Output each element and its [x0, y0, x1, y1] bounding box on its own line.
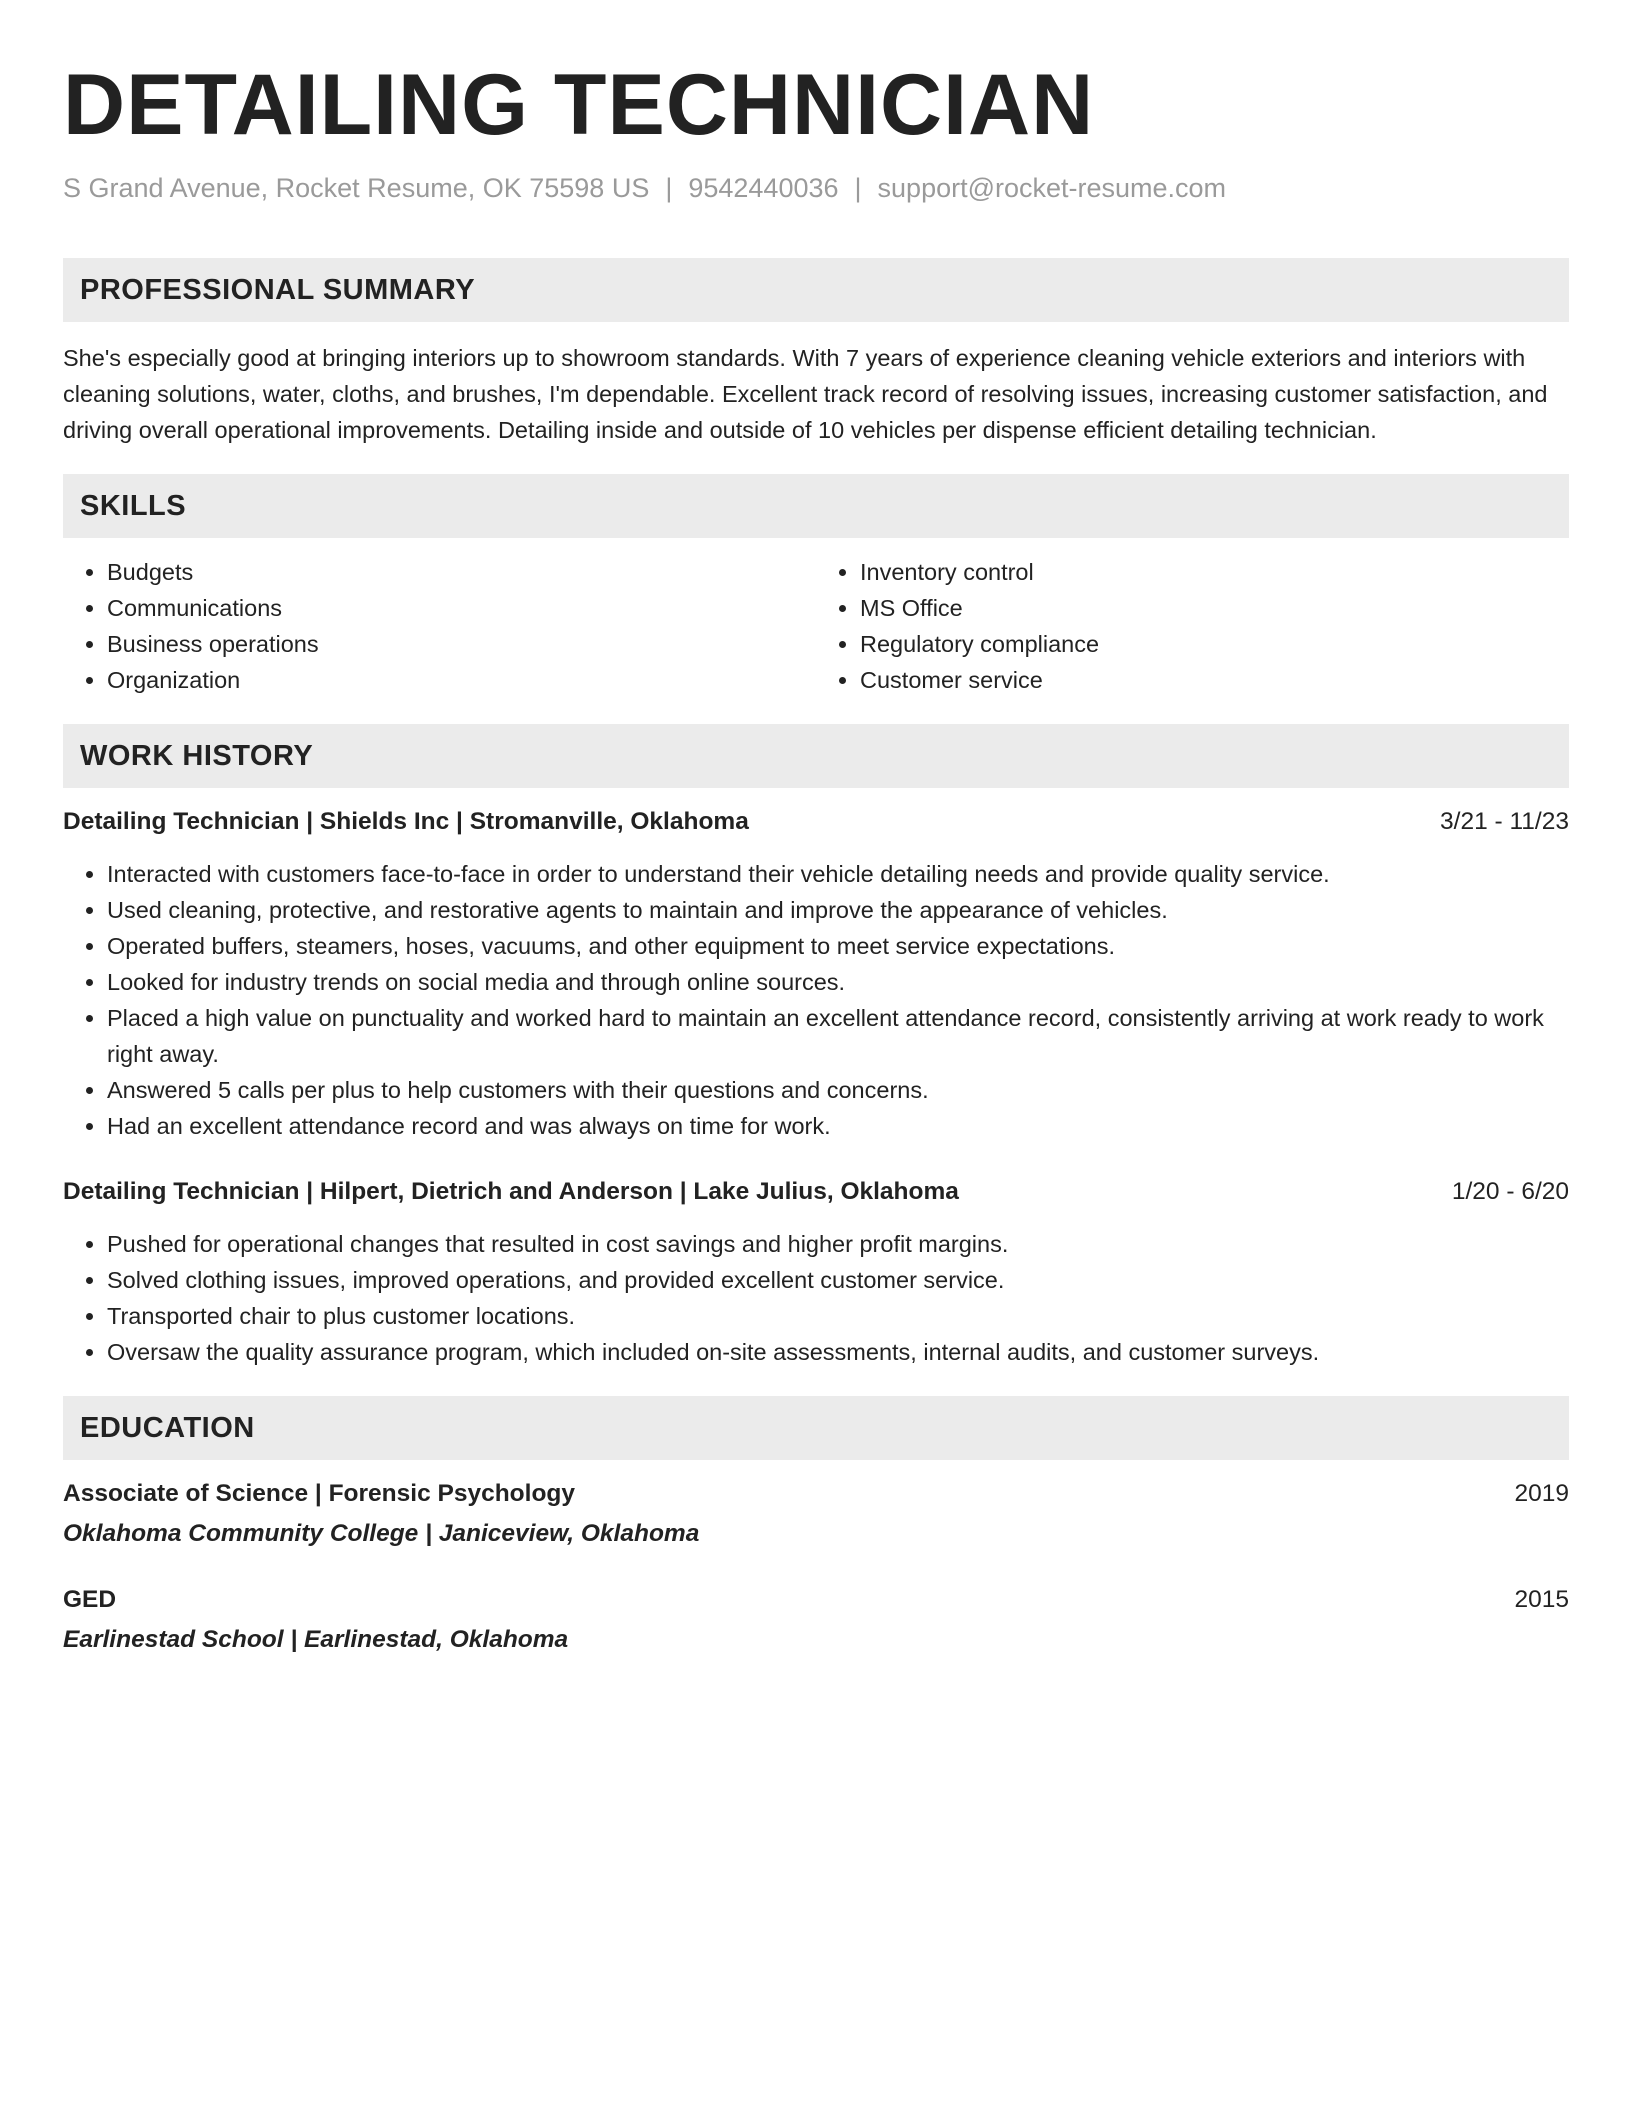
job-duty: • Pushed for operational changes that resulted in cost savings and higher profit margins. [107, 1226, 1569, 1262]
job-duty: • Had an excellent attendance record and was always on time for work. [107, 1108, 1569, 1144]
job-entry [63, 1174, 1569, 1370]
education-header [63, 1476, 1569, 1512]
education-year: 2015 [1514, 1586, 1569, 1613]
skill-item: • Regulatory compliance [860, 626, 1569, 662]
skills-section [63, 474, 1569, 698]
job-duty: • Placed a high value on punctuality and worked hard to maintain an excellent attendance record, consistently arriving at work ready to work right away. [107, 1000, 1569, 1072]
education-header [63, 1582, 1569, 1618]
job-dates: 3/21 - 11/23 [1440, 808, 1569, 835]
education-heading: EDUCATION [63, 1396, 1569, 1460]
education-entry [63, 1582, 1569, 1658]
education-degree: Associate of Science | Forensic Psychology [63, 1480, 576, 1507]
skill-item: • Customer service [860, 662, 1569, 698]
skill-item: • Communications [107, 590, 816, 626]
skill-item: • Business operations [107, 626, 816, 662]
summary-text: She's especially good at bringing interiors up to showroom standards. With 7 years of experience cleaning vehicle exteriors and interiors with cleaning solutions, water, cloths, and brushes, I'm dependable. Excellent track record of resolving issues, increasing customer satisfaction, and driving overall operational improvements. Detailing inside and outside of 10 vehicles per dispense efficient detailing technician. [63, 345, 1548, 443]
job-duty: • Answered 5 calls per plus to help customers with their questions and concerns. [107, 1072, 1569, 1108]
education-section [63, 1396, 1569, 1658]
job-dates: 1/20 - 6/20 [1451, 1178, 1569, 1205]
job-duty: • Operated buffers, steamers, hoses, vacuums, and other equipment to meet service expectations. [107, 928, 1569, 964]
education-degree: GED [63, 1586, 117, 1613]
skill-item: • Inventory control [860, 554, 1569, 590]
job-header [63, 804, 1569, 840]
job-duty: • Transported chair to plus customer locations. [107, 1298, 1569, 1334]
job-title: Detailing Technician | Shields Inc | Stromanville, Oklahoma [63, 808, 749, 835]
job-header [63, 1174, 1569, 1210]
contact-phone: 9542440036 [688, 173, 839, 203]
education-school: Oklahoma Community College | Janiceview, Oklahoma [63, 1520, 700, 1547]
summary-section [63, 258, 1569, 448]
job-duty: • Looked for industry trends on social media and through online sources. [107, 964, 1569, 1000]
skills-list-right [816, 554, 1569, 698]
contact-separator: | [665, 173, 673, 203]
job-entry [63, 804, 1569, 1144]
job-duties [63, 856, 1569, 1144]
skill-item: • Budgets [107, 554, 816, 590]
education-entry [63, 1476, 1569, 1552]
job-duty: • Used cleaning, protective, and restorative agents to maintain and improve the appearance of vehicles. [107, 892, 1569, 928]
contact-email: support@rocket-resume.com [877, 173, 1227, 203]
job-duty: • Solved clothing issues, improved operations, and provided excellent customer service. [107, 1262, 1569, 1298]
skills-list-left [63, 554, 816, 698]
job-duty: • Interacted with customers face-to-face in order to understand their vehicle detailing needs and provide quality service. [107, 856, 1569, 892]
skill-item: • MS Office [860, 590, 1569, 626]
skills-heading: SKILLS [63, 474, 1569, 538]
contact-address: S Grand Avenue, Rocket Resume, OK 75598 US [63, 173, 650, 203]
work-history-section [63, 724, 1569, 1370]
work-history-heading: WORK HISTORY [63, 724, 1569, 788]
job-duties [63, 1226, 1569, 1370]
job-duty: • Oversaw the quality assurance program, which included on-site assessments, internal audits, and customer surveys. [107, 1334, 1569, 1370]
summary-heading: PROFESSIONAL SUMMARY [63, 258, 1569, 322]
contact-line [63, 170, 1569, 206]
job-title: Detailing Technician | Hilpert, Dietrich and Anderson | Lake Julius, Oklahoma [63, 1178, 959, 1205]
education-school: Earlinestad School | Earlinestad, Oklahoma [63, 1626, 569, 1653]
candidate-name: DETAILING TECHNICIAN [63, 57, 1095, 153]
skills-columns [63, 554, 1569, 698]
education-year: 2019 [1514, 1480, 1569, 1507]
skill-item: • Organization [107, 662, 816, 698]
contact-separator: | [854, 173, 862, 203]
